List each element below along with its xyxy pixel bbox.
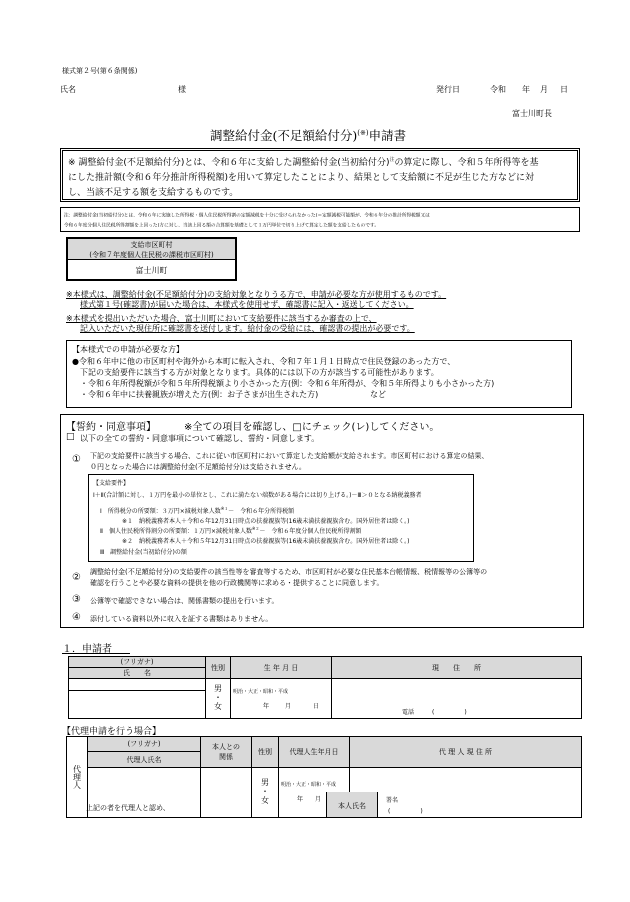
item-4-text: 添付している資料以外に収入を証する書類はありません。: [90, 615, 273, 623]
need-line-4-suffix: など: [370, 390, 386, 399]
note-b-line-2: 記入いただいた現住所に確認書を送付します。給付金の受給には、確認書の提出が必要です。: [80, 324, 415, 333]
applicant-birth-header: 生 年 月 日: [231, 657, 332, 679]
proxy-sex-header: 性別: [252, 737, 279, 768]
requirement-ii-note: ※２ 納税義務者本人＋令和５年12月31日時点の扶養親族等(16歳未満扶養親族含む。国外居住者は除く。): [122, 538, 410, 545]
item-4-number: ④: [72, 612, 81, 623]
requirement-iii: Ⅲ 調整給付金(当初給付分)の額: [100, 549, 187, 556]
need-line-4: ・令和６年中に扶養親族が増えた方(例：お子さまが出生された方): [80, 390, 319, 399]
applicant-female-option[interactable]: 女: [214, 701, 222, 711]
applicant-table: [68, 656, 582, 719]
principal-signature-field[interactable]: [380, 794, 580, 816]
form-number: 様式第２号(第６条関係): [62, 67, 138, 75]
item-1-line-2: ０円となった場合には調整給付金(不足額給付分)は支給されません。: [90, 463, 306, 471]
city-value: 富士川町: [135, 266, 168, 275]
proxy-address-header: 代 理 人 現 住 所: [350, 737, 582, 768]
proxy-female-option[interactable]: 女: [261, 795, 269, 805]
intro-line-3: し、当該不足する額を支給するものです。: [68, 188, 239, 198]
proxy-sex-separator: ・: [261, 786, 269, 796]
signature-label: 署名: [386, 797, 399, 804]
proxy-furigana-header: (フリガナ): [88, 737, 201, 752]
applicant-address-header: 現 住 所: [332, 657, 582, 679]
note-a-line-2: 様式第１号(確認書)が届いた場合は、本様式を使用せず、確認書に記入・返送してください。: [80, 300, 414, 309]
name-label: 氏名: [60, 85, 76, 94]
issuer-name: 富士川町長: [512, 109, 552, 118]
item-1-line-1: 下記の支給要件に該当する場合、これに従い市区町村において算定した支給額が支給されます。市区町村における算定の結果、: [90, 452, 489, 460]
need-line-1: ●令和６年中に他の市区町村や海外から本町に転入され、令和７年１月１日時点で住民登録のあった方で、: [72, 357, 456, 366]
authorization-text: 上記の者を代理人と認め、: [86, 804, 170, 812]
applicant-birth-field[interactable]: [231, 679, 332, 719]
requirement-ii: Ⅱ 個人住民税所得割分の所要額：１万円×減税対象人数$^{※2}$－ 令和６年度分個人住民税所得割額: [100, 526, 362, 535]
item-2-number: ②: [72, 572, 81, 583]
proxy-relation-header: 本人との 関係: [201, 737, 252, 768]
issue-date-year: 年: [522, 85, 530, 94]
item-3-number: ③: [72, 594, 81, 605]
proxy-name-header: 代理人氏名: [88, 752, 201, 767]
requirements-title: 【支給要件】: [93, 480, 130, 487]
issue-date-label: 発行日: [436, 85, 460, 94]
issue-date-day: 日: [560, 85, 568, 94]
intro-line-1: ※ 調整給付金(不足額給付分)とは、令和６年に支給した調整給付金(当初給付分)$^注$の算定に際し、令和５年所得等を基: [68, 157, 539, 168]
applicant-furigana-header: (フリガナ): [69, 657, 206, 668]
applicant-furigana-field[interactable]: [69, 679, 206, 691]
proxy-era-options: 明治・大正・昭和・平成: [281, 782, 337, 789]
requirement-i-note: ※１ 納税義務者本人＋令和６年12月31日時点の扶養親族等(16歳未満扶養親族含む。国外居住者は除く。): [122, 518, 410, 525]
consent-title: 【誓約・同意事項】: [66, 422, 156, 433]
intro-line-2: にした推計額(令和６年分推計所得税額)を用いて算定したことにより、結果として支給額に不足が生じた方などに対: [68, 173, 535, 183]
sama-label: 様: [178, 85, 186, 94]
applicant-section-title: １．申請者: [62, 644, 112, 655]
issue-date-era: 令和: [490, 85, 506, 94]
applicant-sex-header: 性別: [206, 657, 231, 679]
footnote-line-1: 注：調整給付金(当初給付分)とは、令和６年に実施した所得税・個人住民税所得割の定額減税を十分に受けられなかった(＝定額減税可能額が、令和６年分の推計所得税額又は: [64, 212, 430, 219]
item-3-text: 公簿等で確認できない場合は、関係書類の提出を行います。: [90, 597, 279, 605]
proxy-ymd: 年 月: [297, 796, 322, 804]
item-1-number: ①: [72, 454, 81, 465]
applicant-sex-field[interactable]: [206, 679, 231, 719]
applicant-era-options: 明治・大正・昭和・平成: [233, 688, 289, 695]
proxy-address-field[interactable]: ( ): [350, 767, 582, 817]
applicant-male-option[interactable]: 男: [214, 684, 222, 694]
consent-instruction: ※全ての項目を確認し、□にチェック(レ)してください。: [184, 422, 440, 433]
item-2-line-1: 調整給付金(不足額給付分)の支給要件の該当性等を審査等するため、市区町村が必要な住民基本台帳情報、税情報等の公簿等の: [90, 568, 488, 576]
footnote-line-2: 令和６年度分個人住民税所得割額を上回った)方に対し、当該上回る額の合算額を基礎として１万円単位で切り上げて算定した額を支給したものです。: [64, 222, 380, 229]
proxy-birth-header: 代理人生年月日: [279, 737, 350, 768]
city-label-1: 支給市区町村: [130, 241, 173, 249]
principal-name-label: 本人氏名: [338, 802, 366, 810]
applicant-ymd: 年 月 日: [263, 702, 320, 710]
note-b-line-1: ※本様式を提出いただいた場合、富士川町において支給要件に該当するか審査の上で、: [66, 314, 377, 323]
applicant-name-header: 氏 名: [69, 668, 206, 679]
requirement-i: Ⅰ 所得税分の所要額：３万円×減税対象人数$^{※1}$－ 令和６年分所得税額: [100, 506, 295, 515]
page-title: 調整給付金(不足額給付分)(※)申請書: [210, 128, 407, 143]
need-title: 【本様式での申請が必要な方】: [72, 345, 184, 354]
requirements-formula: Ⅰ＋Ⅱ(合計額に対し、１万円を最小の単位とし、これに満たない端数がある場合には切り上げる。)－Ⅲ＞０となる納税義務者: [93, 492, 422, 499]
applicant-name-field[interactable]: [69, 691, 206, 719]
applicant-section-underline: [62, 653, 130, 654]
consent-checkbox[interactable]: □: [66, 432, 75, 442]
proxy-side-label: 代理人: [67, 737, 88, 818]
item-2-line-2: 確認を行うことや必要な資料の提供を他の行政機関等に求める・提供することに同意します。: [90, 579, 384, 587]
proxy-section-title: 【代理申請を行う場合】: [62, 727, 162, 737]
need-line-3: ・令和６年所得税額が令和５年所得税額より小さかった方(例：令和６年所得が、令和５年所得よりも小さかった方): [80, 379, 495, 388]
applicant-address-field[interactable]: 電話 ( ): [332, 679, 582, 719]
consent-check-label: 以下の全ての誓約・同意事項について確認し、誓約・同意します。: [80, 434, 320, 443]
issue-date-month: 月: [540, 85, 548, 94]
need-line-2: 下記の支給要件に該当する方が対象となります。具体的には以下の方が該当する可能性があります。: [80, 368, 439, 377]
proxy-male-option[interactable]: 男: [261, 778, 269, 788]
note-a-line-1: ※本様式は、調整給付金(不足額給付分)の支給対象となりうる方で、申請が必要な方が使用するものです。: [66, 290, 447, 299]
city-label-2: (令和７年度個人住民税の課税市区町村): [89, 251, 214, 259]
applicant-sex-separator: ・: [214, 693, 222, 703]
